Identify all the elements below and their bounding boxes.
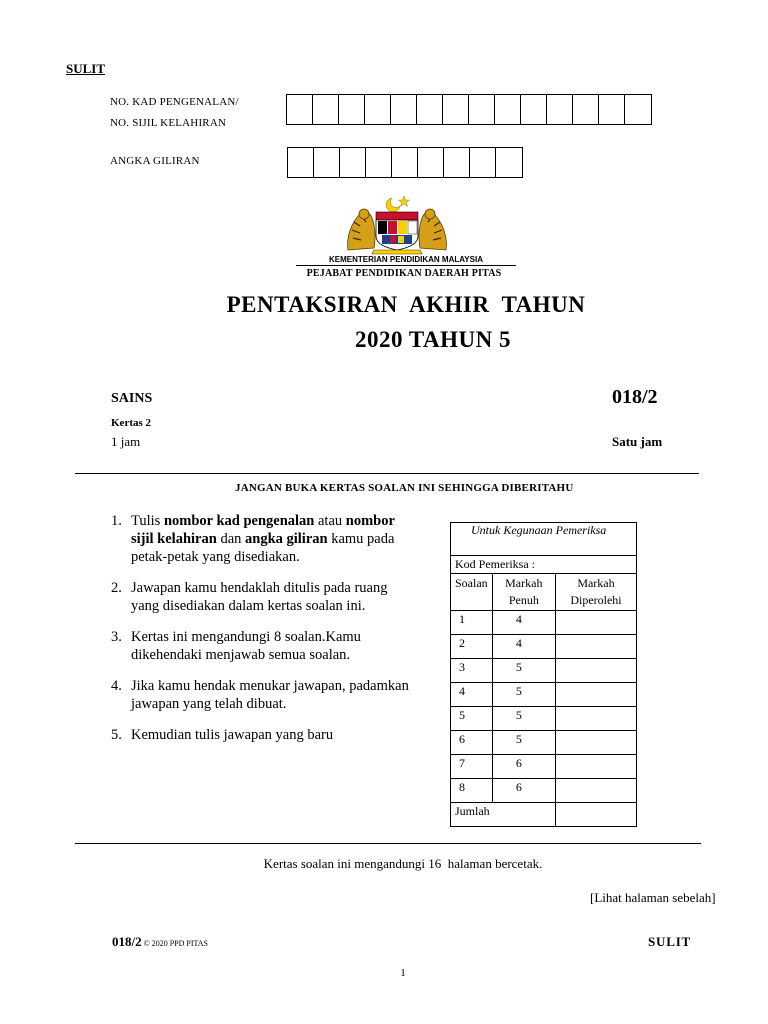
instruction-number: 1.	[111, 513, 122, 529]
instruction-text: Kemudian tulis jawapan yang baru	[131, 727, 334, 743]
id-box[interactable]	[287, 95, 313, 124]
instruction-text: Tulis	[131, 513, 164, 529]
full-mark: 5	[492, 731, 555, 755]
table-row	[451, 659, 637, 683]
instruction-item	[111, 512, 411, 566]
id-box[interactable]	[365, 95, 391, 124]
table-row	[451, 707, 637, 731]
ministry-name: KEMENTERIAN PENDIDIKAN MALAYSIA	[296, 255, 516, 266]
table-row	[451, 731, 637, 755]
sulit-label-top: SULIT	[66, 61, 106, 76]
sulit-label-bottom: SULIT	[648, 934, 692, 949]
instruction-text: Jika kamu hendak menukar jawapan, padamkan jawapan yang telah dibuat.	[131, 678, 409, 712]
instruction-item	[111, 628, 411, 664]
id-label-line1: NO. KAD PENGENALAN/	[110, 96, 239, 108]
question-number: 4	[451, 683, 493, 707]
id-box[interactable]	[521, 95, 547, 124]
examiner-code-field[interactable]: Kod Pemeriksa :	[451, 556, 637, 574]
total-label: Jumlah	[451, 803, 556, 827]
footer-paper-code: 018/2	[112, 934, 142, 949]
col-header-markah-diperolehi: Markah Diperolehi	[555, 574, 636, 611]
paper-code: 018/2	[612, 386, 658, 408]
col-header-soalan: Soalan	[451, 574, 493, 611]
col-header-markah-penuh: Markah Penuh	[492, 574, 555, 611]
question-number: 1	[451, 611, 493, 635]
id-box[interactable]	[339, 95, 365, 124]
obtained-mark-cell[interactable]	[555, 731, 636, 755]
question-number: 3	[451, 659, 493, 683]
instruction-item	[111, 726, 411, 744]
id-box[interactable]	[599, 95, 625, 124]
angka-box[interactable]	[340, 148, 366, 177]
obtained-mark-cell[interactable]	[555, 683, 636, 707]
full-mark: 4	[492, 611, 555, 635]
divider-top	[75, 473, 699, 474]
divider-bottom	[75, 843, 701, 844]
full-mark: 5	[492, 683, 555, 707]
angka-box[interactable]	[392, 148, 418, 177]
full-mark: 6	[492, 779, 555, 803]
angka-box[interactable]	[418, 148, 444, 177]
question-number: 7	[451, 755, 493, 779]
duration-short: 1 jam	[111, 434, 141, 449]
question-number: 6	[451, 731, 493, 755]
instruction-item	[111, 579, 411, 615]
angka-box[interactable]	[314, 148, 340, 177]
page-number: 1	[400, 967, 406, 979]
id-box[interactable]	[625, 95, 651, 124]
total-mark-cell[interactable]	[555, 803, 636, 827]
id-box[interactable]	[391, 95, 417, 124]
table-row-total	[451, 803, 637, 827]
id-box[interactable]	[573, 95, 599, 124]
table-row	[451, 755, 637, 779]
full-mark: 5	[492, 707, 555, 731]
full-mark: 6	[492, 755, 555, 779]
duration-words: Satu jam	[612, 434, 663, 449]
instructions-list	[111, 512, 411, 757]
table-row	[451, 611, 637, 635]
instruction-text: dan	[216, 531, 245, 547]
id-label-line2: NO. SIJIL KELAHIRAN	[110, 117, 227, 129]
id-number-boxes[interactable]	[286, 94, 652, 125]
exam-title-line1: PENTAKSIRAN AKHIR TAHUN	[226, 292, 586, 317]
instruction-bold: nombor sijil kelahiran	[131, 513, 395, 547]
footer-copyright: © 2020 PPD PITAS	[141, 939, 208, 948]
full-mark: 5	[492, 659, 555, 683]
footer-code	[112, 934, 208, 950]
instruction-number: 4.	[111, 678, 122, 694]
instruction-item	[111, 677, 411, 713]
id-box[interactable]	[495, 95, 521, 124]
instruction-text: kamu pada petak-petak yang disediakan.	[131, 531, 395, 565]
table-row	[451, 779, 637, 803]
page-count-note: Kertas soalan ini mengandungi 16 halaman bercetak.	[263, 856, 543, 871]
instruction-text: atau	[314, 513, 343, 529]
obtained-mark-cell[interactable]	[555, 635, 636, 659]
warning-text: JANGAN BUKA KERTAS SOALAN INI SEHINGGA DIBERITAHU	[235, 482, 574, 494]
full-mark: 4	[492, 635, 555, 659]
examiner-table-heading: Untuk Kegunaan Pemeriksa	[451, 523, 637, 556]
instruction-bold: angka giliran	[245, 531, 328, 547]
table-row	[451, 635, 637, 659]
turn-over-note: [Lihat halaman sebelah]	[590, 890, 716, 905]
question-number: 5	[451, 707, 493, 731]
instruction-text: Kertas ini mengandungi 8 soalan.Kamu dikehendaki menjawab semua soalan.	[131, 629, 361, 663]
angka-box[interactable]	[366, 148, 392, 177]
angka-box[interactable]	[288, 148, 314, 177]
obtained-mark-cell[interactable]	[555, 707, 636, 731]
angka-giliran-label: ANGKA GILIRAN	[110, 155, 200, 167]
paper-number: Kertas 2	[111, 417, 152, 429]
id-box[interactable]	[417, 95, 443, 124]
instruction-number: 5.	[111, 727, 122, 743]
obtained-mark-cell[interactable]	[555, 611, 636, 635]
obtained-mark-cell[interactable]	[555, 755, 636, 779]
angka-box[interactable]	[444, 148, 470, 177]
examiner-table	[450, 522, 637, 827]
instruction-number: 3.	[111, 629, 122, 645]
angka-box[interactable]	[470, 148, 496, 177]
angka-box[interactable]	[496, 148, 522, 177]
district-office-name: PEJABAT PENDIDIKAN DAERAH PITAS	[306, 268, 502, 279]
table-row	[451, 683, 637, 707]
question-number: 8	[451, 779, 493, 803]
instruction-text: Jawapan kamu hendaklah ditulis pada ruang yang disediakan dalam kertas soalan ini.	[131, 580, 388, 614]
obtained-mark-cell[interactable]	[555, 779, 636, 803]
subject-name: SAINS	[111, 391, 153, 406]
angka-giliran-boxes[interactable]	[287, 147, 523, 178]
id-box[interactable]	[547, 95, 573, 124]
id-box[interactable]	[469, 95, 495, 124]
instruction-number: 2.	[111, 580, 122, 596]
instruction-bold: nombor kad pengenalan	[163, 513, 315, 529]
exam-title-line2: 2020 TAHUN 5	[355, 327, 511, 352]
question-number: 2	[451, 635, 493, 659]
malaysia-coat-of-arms-icon	[342, 192, 452, 256]
id-box[interactable]	[443, 95, 469, 124]
id-box[interactable]	[313, 95, 339, 124]
obtained-mark-cell[interactable]	[555, 659, 636, 683]
